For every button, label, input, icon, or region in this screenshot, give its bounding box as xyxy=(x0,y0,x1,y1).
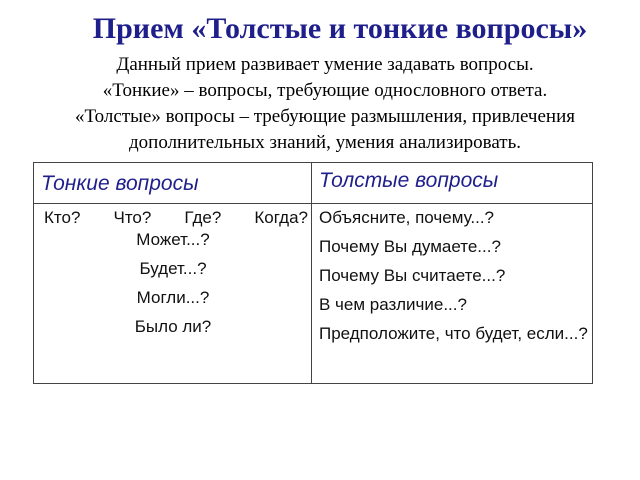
thick-question: Почему Вы считаете...? xyxy=(319,266,506,285)
intro-line: «Толстые» вопросы – требующие размышления, привлечения xyxy=(74,106,575,127)
questions-table xyxy=(33,162,593,384)
page-title: Прием «Толстые и тонкие вопросы» xyxy=(92,12,588,45)
thin-question: Будет...? xyxy=(139,259,207,278)
thick-question: В чем различие...? xyxy=(319,295,467,314)
intro-text xyxy=(20,52,630,156)
thin-question: Когда? xyxy=(254,208,308,227)
thick-questions-header: Толстые вопросы xyxy=(319,169,499,192)
header-divider xyxy=(311,203,592,204)
thin-first-row xyxy=(38,207,308,229)
thin-questions-header: Тонкие вопросы xyxy=(41,172,199,195)
thick-questions-list xyxy=(319,207,589,352)
thin-question: Где? xyxy=(184,208,222,227)
intro-line: Данный прием развивает умение задавать вопросы. xyxy=(116,54,534,75)
thick-question: Почему Вы думаете...? xyxy=(319,237,501,256)
thick-question: Предположите, что будет, если...? xyxy=(319,324,588,343)
thin-questions-list xyxy=(38,207,308,338)
thin-question: Кто? xyxy=(44,208,81,227)
header-divider xyxy=(34,203,311,204)
thin-question: Было ли? xyxy=(134,317,212,336)
thin-question: Могли...? xyxy=(136,288,210,307)
thick-question: Объясните, почему...? xyxy=(319,208,495,227)
thin-question: Что? xyxy=(113,208,152,227)
column-divider xyxy=(311,163,312,383)
intro-line: «Тонкие» – вопросы, требующие однословного ответа. xyxy=(102,80,548,101)
thin-question: Может...? xyxy=(136,230,210,249)
intro-line: дополнительных знаний, умения анализировать. xyxy=(128,132,521,153)
